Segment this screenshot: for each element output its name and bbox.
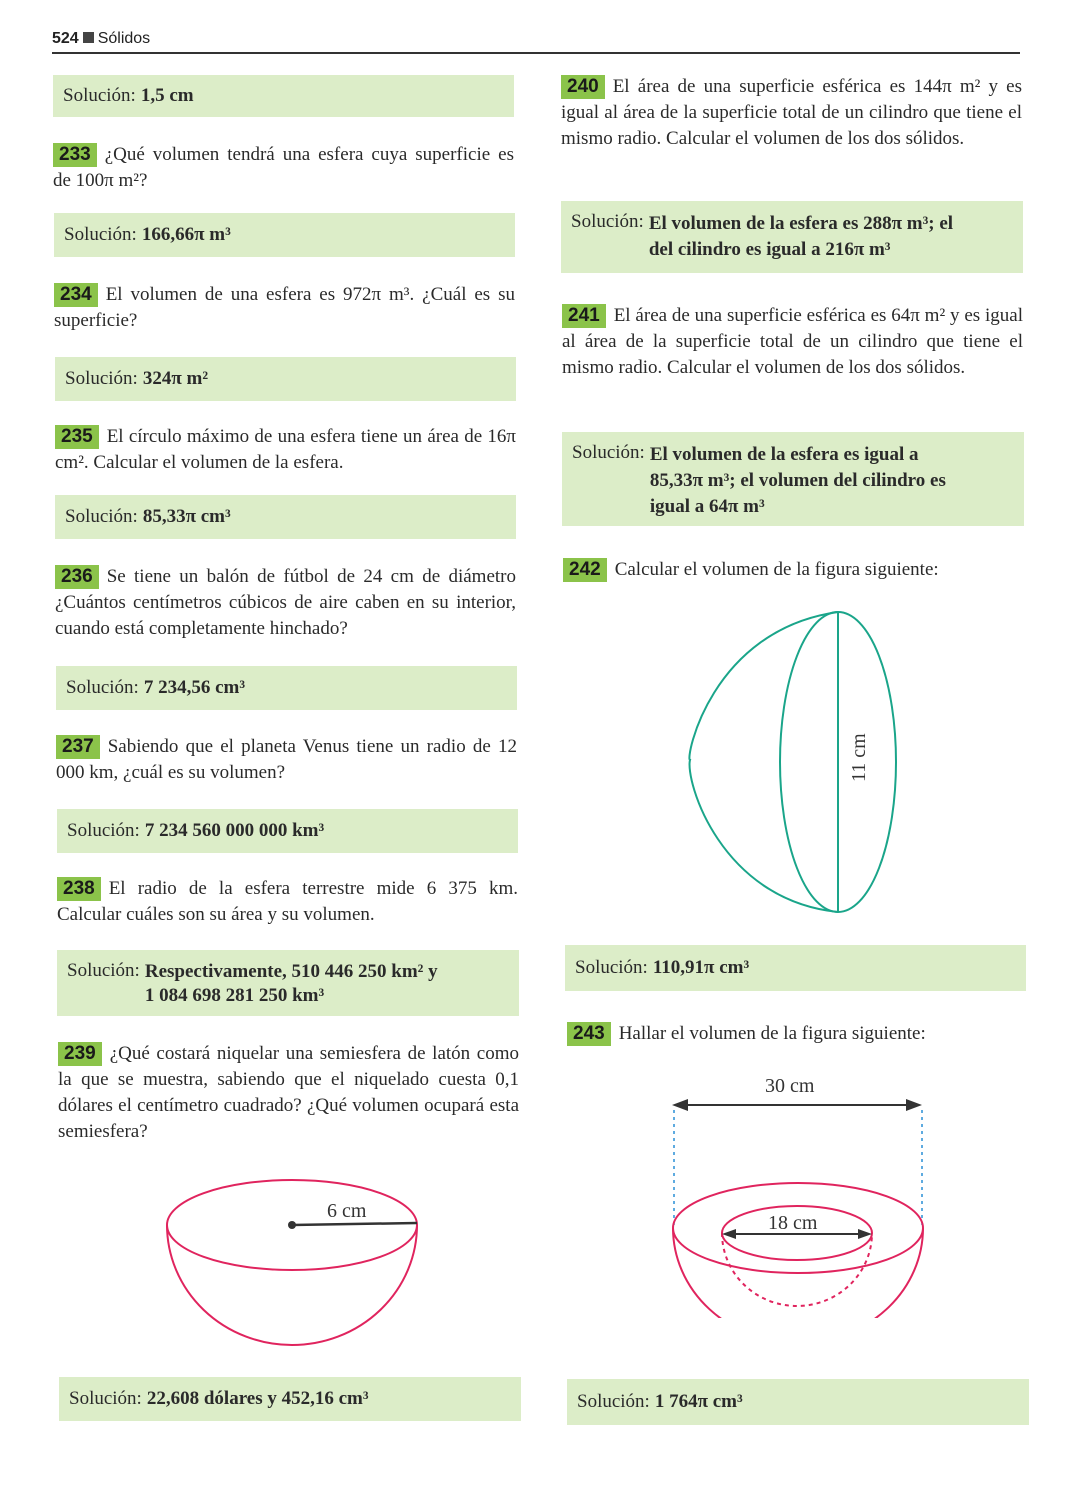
problem-number: 238 (57, 877, 101, 901)
problem-text: El volumen de una esfera es 972π m³. ¿Cuál es su superficie? (54, 284, 515, 331)
solution-235 (55, 495, 516, 539)
problem-number: 234 (54, 283, 98, 307)
solution-232 (53, 75, 514, 117)
bowl-figure (660, 1068, 940, 1318)
arrow-left-icon (722, 1229, 736, 1239)
solution-label: Solución: (66, 677, 139, 698)
solution-242 (565, 945, 1026, 991)
problem-text: El radio de la esfera terrestre mide 6 375 km. Calcular cuáles son su área y su volumen. (57, 878, 518, 925)
hemisphere-bowl (167, 1225, 417, 1345)
solution-value (145, 960, 438, 1008)
arrow-right-icon (906, 1099, 922, 1111)
problem-number: 236 (55, 565, 99, 589)
solution-label: Solución: (572, 442, 645, 463)
solution-line: del cilindro es igual a 216π m³ (648, 239, 891, 260)
solution-value: 85,33π cm³ (142, 506, 231, 527)
problem-240 (561, 74, 1022, 152)
problem-number: 241 (562, 304, 606, 328)
solution-line: El volumen de la esfera es 288π m³; el (648, 213, 954, 234)
solution-line: 1 084 698 281 250 km³ (144, 985, 325, 1006)
solution-value: 166,66π m³ (141, 224, 231, 245)
center-dot (288, 1221, 296, 1229)
solution-label: Solución: (575, 957, 648, 978)
solution-label: Solución: (571, 211, 644, 232)
inner-diameter-label: 18 cm (768, 1212, 818, 1234)
solution-243 (567, 1379, 1029, 1425)
problem-237 (56, 734, 517, 786)
solution-241 (562, 432, 1024, 526)
solution-line: 85,33π m³; el volumen del cilindro es (649, 470, 946, 491)
square-bullet-icon (83, 32, 94, 43)
section-title: Sólidos (97, 30, 151, 47)
problem-number: 233 (53, 143, 97, 167)
outer-diameter-label: 30 cm (765, 1075, 815, 1097)
height-label: 11 cm (848, 733, 870, 782)
solution-236 (56, 666, 517, 710)
solution-238 (57, 950, 519, 1016)
solution-line: El volumen de la esfera es igual a (649, 444, 919, 465)
problem-text: Se tiene un balón de fútbol de 24 cm de diámetro ¿Cuántos centímetros cúbicos de aire caben en su interior, cuando está completamente hinchado? (55, 566, 516, 639)
problem-text: ¿Qué volumen tendrá una esfera cuya superficie es de 100π m²? (53, 144, 514, 191)
problem-text: ¿Qué costará niquelar una semiesfera de latón como la que se muestra, sabiendo que el niquelado cuesta 0,1 dólares el centímetro cuadrado? ¿Qué volumen ocupará esta semiesfera? (58, 1043, 519, 1142)
arrow-right-icon (858, 1229, 872, 1239)
problem-text: El área de una superficie esférica es 64π m² y es igual al área de la superficie total de un cilindro que tiene el mismo radio. Calcular el volumen de los dos sólidos. (562, 305, 1023, 378)
solution-value: 1 764π cm³ (654, 1391, 743, 1412)
solution-label: Solución: (67, 960, 140, 981)
problem-number: 242 (563, 558, 607, 582)
solution-label: Solución: (577, 1391, 650, 1412)
solution-value (649, 211, 953, 263)
solution-239 (59, 1377, 521, 1421)
solution-value: 324π m² (142, 368, 209, 389)
solution-label: Solución: (65, 368, 138, 389)
problem-text: El área de una superficie esférica es 144π m² y es igual al área de la superficie total de un cilindro que tiene el mismo radio. Calcular el volumen de los dos sólidos. (561, 76, 1022, 149)
page-header (52, 30, 1020, 54)
solution-label: Solución: (63, 85, 136, 106)
problem-234 (54, 282, 515, 334)
solution-value: 1,5 cm (140, 85, 194, 106)
problem-number: 237 (56, 735, 100, 759)
problem-233 (53, 142, 514, 194)
solution-value: 22,608 dólares y 452,16 cm³ (146, 1388, 369, 1409)
half-sphere-figure (680, 600, 910, 925)
solution-value: 7 234,56 cm³ (143, 677, 246, 698)
problem-number: 243 (567, 1022, 611, 1046)
solution-label: Solución: (67, 820, 140, 841)
solution-line: igual a 64π m³ (649, 496, 765, 517)
problem-235 (55, 424, 516, 476)
problem-238 (57, 876, 518, 928)
problem-text: Sabiendo que el planeta Venus tiene un radio de 12 000 km, ¿cuál es su volumen? (56, 736, 517, 783)
hemisphere-figure (155, 1170, 435, 1360)
problem-number: 235 (55, 425, 99, 449)
problem-239 (58, 1041, 519, 1145)
radius-label: 6 cm (327, 1200, 367, 1222)
solution-label: Solución: (65, 506, 138, 527)
solution-237 (57, 809, 518, 853)
solution-value: 110,91π cm³ (652, 957, 750, 978)
solution-label: Solución: (69, 1388, 142, 1409)
problem-241 (562, 303, 1023, 381)
problem-number: 239 (58, 1042, 102, 1066)
solution-240 (561, 201, 1023, 273)
solution-234 (55, 357, 516, 401)
solution-value (650, 442, 946, 520)
problem-243 (567, 1021, 1028, 1047)
problem-text: Hallar el volumen de la figura siguiente: (618, 1023, 926, 1044)
problem-242 (563, 557, 1024, 583)
page-number: 524 (52, 30, 79, 47)
radius-line (292, 1223, 417, 1225)
arrow-left-icon (672, 1099, 688, 1111)
problem-number: 240 (561, 75, 605, 99)
solution-label: Solución: (64, 224, 137, 245)
solution-line: Respectivamente, 510 446 250 km² y (144, 961, 438, 982)
problem-text: El círculo máximo de una esfera tiene un área de 16π cm². Calcular el volumen de la esfera. (55, 426, 516, 473)
solution-value: 7 234 560 000 000 km³ (144, 820, 325, 841)
problem-text: Calcular el volumen de la figura siguiente: (614, 559, 939, 580)
half-sphere-outline (689, 612, 838, 912)
problem-236 (55, 564, 516, 642)
solution-233 (54, 213, 515, 257)
